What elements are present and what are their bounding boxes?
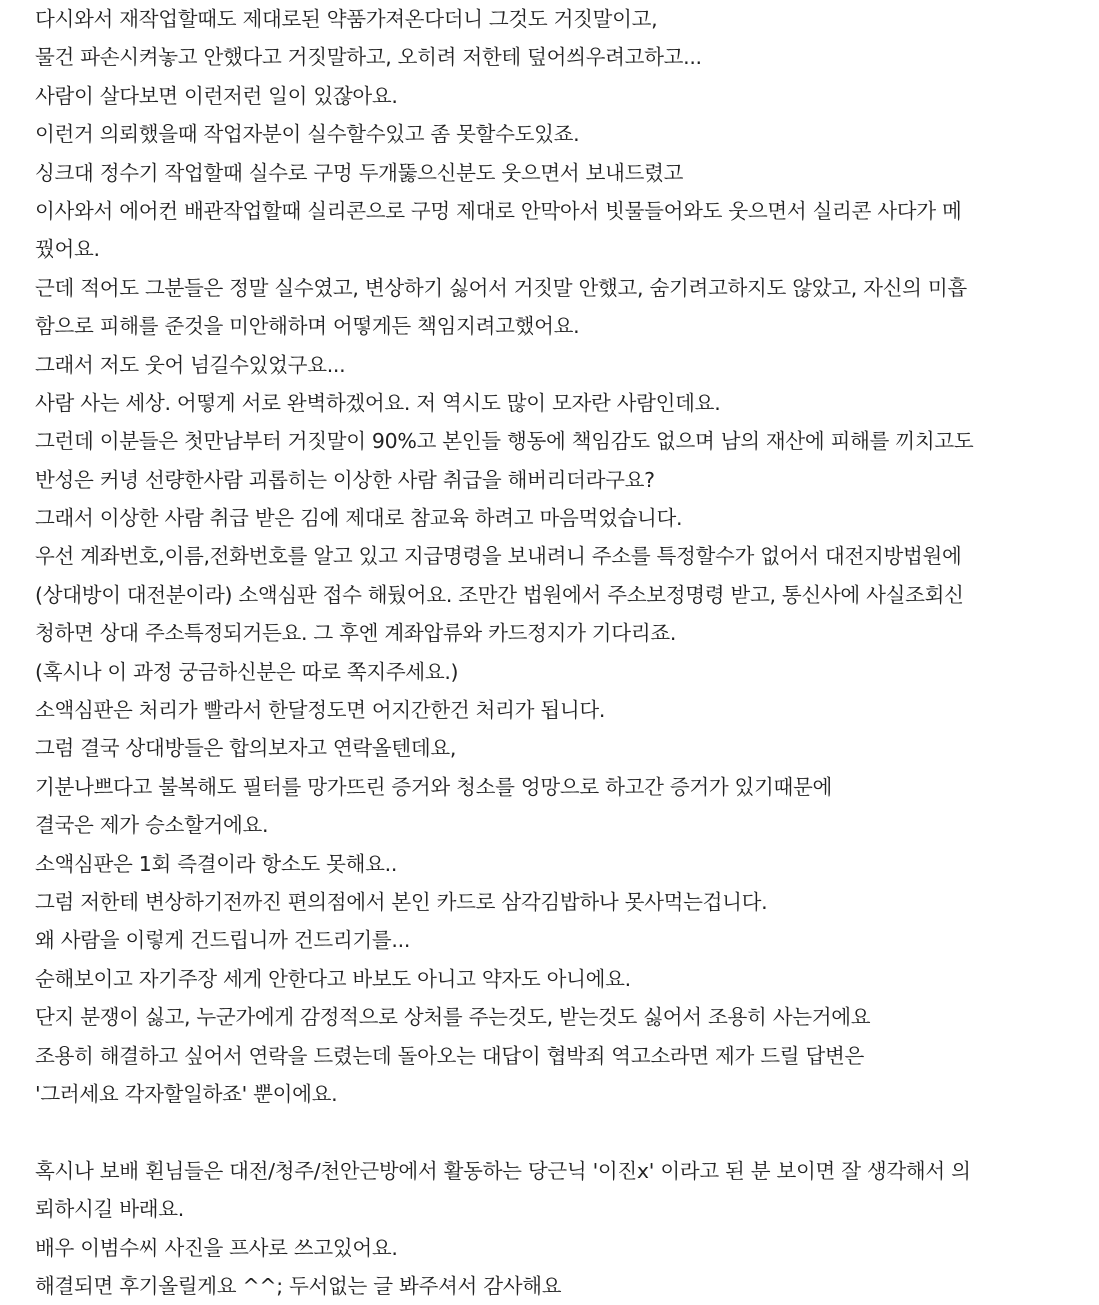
post-line: 기분나쁘다고 불복해도 필터를 망가뜨린 증거와 청소를 엉망으로 하고간 증거가 있기때문에	[35, 774, 833, 799]
post-line: 결국은 제가 승소할거에요.	[35, 813, 269, 838]
post-line: 싱크대 정수기 작업할때 실수로 구멍 두개뚫으신분도 웃으면서 보내드렸고	[35, 160, 684, 185]
post-line: 해결되면 후기올릴게요 ^^; 두서없는 글 봐주셔서 감사해요	[35, 1273, 562, 1298]
post-body	[35, 0, 1075, 1305]
post-line: 반성은 커녕 선량한사람 괴롭히는 이상한 사람 취급을 해버리더라구요?	[35, 467, 655, 492]
post-line: 뢰하시길 바래요.	[35, 1197, 184, 1222]
post-line: 이런거 의뢰했을때 작업자분이 실수할수있고 좀 못할수도있죠.	[35, 122, 580, 147]
post-line: 우선 계좌번호,이름,전화번호를 알고 있고 지급명령을 보내려니 주소를 특정할수가 없어서 대전지방법원에	[35, 544, 962, 569]
post-line: 함으로 피해를 준것을 미안해하며 어떻게든 책임지려고했어요.	[35, 314, 580, 339]
post-line: 사람이 살다보면 이런저런 일이 있잖아요.	[35, 83, 398, 108]
post-line: 근데 적어도 그분들은 정말 실수였고, 변상하기 싫어서 거짓말 안했고, 숨기려고하지도 않았고, 자신의 미흡	[35, 275, 967, 300]
post-line: 청하면 상대 주소특정되거든요. 그 후엔 계좌압류와 카드정지가 기다리죠.	[35, 621, 677, 646]
post-line: 소액심판은 1회 즉결이라 항소도 못해요..	[35, 851, 398, 876]
post-line: 그런데 이분들은 첫만남부터 거짓말이 90%고 본인들 행동에 책임감도 없으며 남의 재산에 피해를 끼치고도	[35, 429, 974, 454]
post-line: 사람 사는 세상. 어떻게 서로 완벽하겠어요. 저 역시도 많이 모자란 사람인데요.	[35, 390, 721, 415]
post-line: (상대방이 대전분이라) 소액심판 접수 해뒀어요. 조만간 법원에서 주소보정명령 받고, 통신사에 사실조회신	[35, 582, 964, 607]
post-line: 그래서 저도 웃어 넘길수있었구요...	[35, 352, 346, 377]
post-line: '그러세요 각자할일하죠' 뿐이에요.	[35, 1081, 338, 1106]
post-line: 배우 이범수씨 사진을 프사로 쓰고있어요.	[35, 1235, 398, 1260]
post-line: 그럼 저한테 변상하기전까진 편의점에서 본인 카드로 삼각김밥하나 못사먹는겁니다.	[35, 889, 768, 914]
post-line: 이사와서 에어컨 배관작업할때 실리콘으로 구멍 제대로 안막아서 빗물들어와도 웃으면서 실리콘 사다가 메	[35, 198, 962, 223]
post-line: 왜 사람을 이렇게 건드립니까 건드리기를...	[35, 928, 411, 953]
post-line: 조용히 해결하고 싶어서 연락을 드렸는데 돌아오는 대답이 협박죄 역고소라면 제가 드릴 답변은	[35, 1043, 864, 1068]
post-line: 단지 분쟁이 싫고, 누군가에게 감정적으로 상처를 주는것도, 받는것도 싫어서 조용히 사는거에요	[35, 1005, 871, 1030]
post-line: 물건 파손시켜놓고 안했다고 거짓말하고, 오히려 저한테 덮어씌우려고하고...	[35, 45, 702, 70]
post-line: 꿨어요.	[35, 237, 100, 262]
post-line: 다시와서 재작업할때도 제대로된 약품가져온다더니 그것도 거짓말이고,	[35, 7, 658, 31]
blank-line	[35, 1113, 1075, 1151]
post-line: 그래서 이상한 사람 취급 받은 김에 제대로 참교육 하려고 마음먹었습니다.	[35, 506, 683, 531]
post-line: 혹시나 보배 횐님들은 대전/청주/천안근방에서 활동하는 당근닉 '이진x' 이라고 된 분 보이면 잘 생각해서 의	[35, 1158, 971, 1183]
post-line: 소액심판은 처리가 빨라서 한달정도면 어지간한건 처리가 됩니다.	[35, 698, 606, 723]
post-line: (혹시나 이 과정 궁금하신분은 따로 쪽지주세요.)	[35, 659, 459, 684]
post-line: 순해보이고 자기주장 세게 안한다고 바보도 아니고 약자도 아니에요.	[35, 966, 631, 991]
post-line: 그럼 결국 상대방들은 합의보자고 연락올텐데요,	[35, 736, 457, 761]
